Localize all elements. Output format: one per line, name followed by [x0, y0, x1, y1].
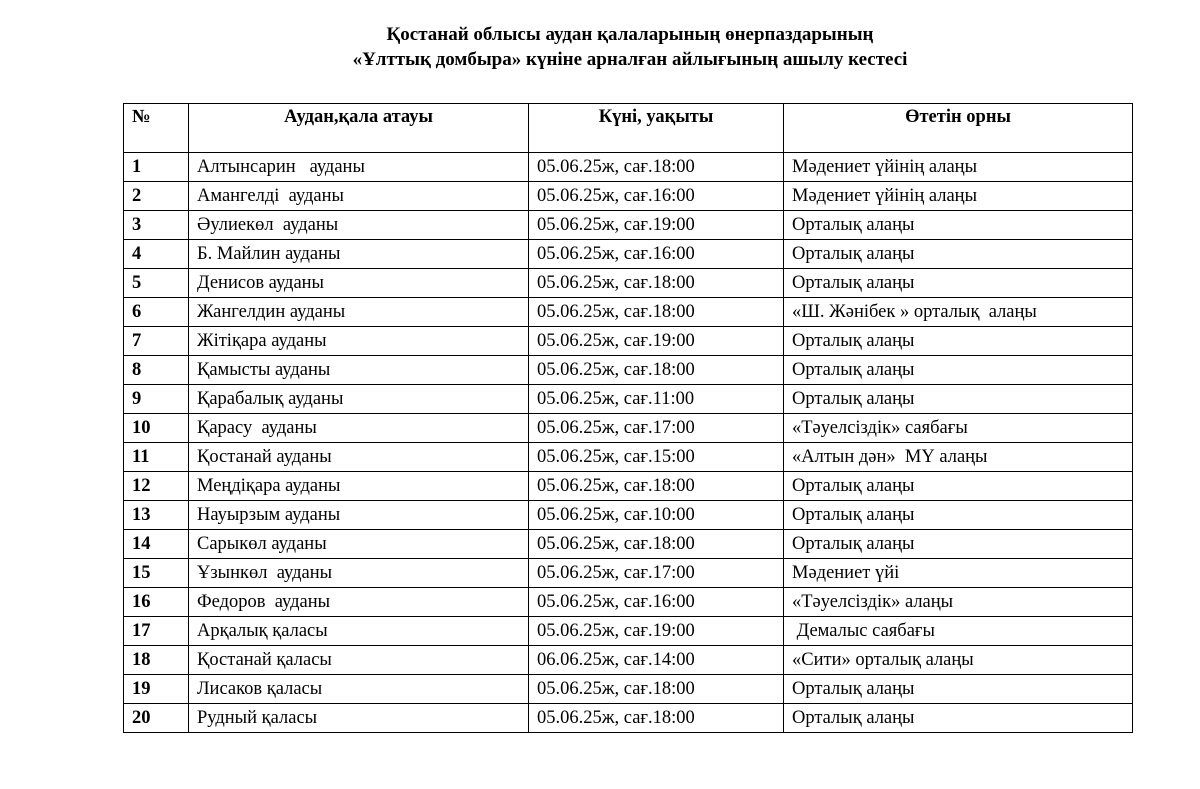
header-venue: Өтетін орны	[784, 104, 1133, 153]
date-time: 05.06.25ж, сағ.18:00	[529, 298, 784, 327]
venue: Орталық алаңы	[784, 327, 1133, 356]
venue: Орталық алаңы	[784, 675, 1133, 704]
district-name: Қарасу ауданы	[189, 414, 529, 443]
table-row	[124, 588, 1133, 617]
table-row	[124, 153, 1133, 182]
district-name: Ұзынкөл ауданы	[189, 559, 529, 588]
date-time: 05.06.25ж, сағ.17:00	[529, 559, 784, 588]
row-number: 12	[124, 472, 189, 501]
row-number: 3	[124, 211, 189, 240]
row-number: 14	[124, 530, 189, 559]
venue: Мәдениет үйінің алаңы	[784, 153, 1133, 182]
date-time: 05.06.25ж, сағ.18:00	[529, 675, 784, 704]
district-name: Лисаков қаласы	[189, 675, 529, 704]
row-number: 20	[124, 704, 189, 733]
table-row	[124, 617, 1133, 646]
district-name: Меңдіқара ауданы	[189, 472, 529, 501]
table-row	[124, 385, 1133, 414]
document-title-line-2: «Ұлттық домбыра» күніне арналған айлығының ашылу кестесі	[352, 49, 908, 70]
venue: «Сити» орталық алаңы	[784, 646, 1133, 675]
table-row	[124, 443, 1133, 472]
row-number: 17	[124, 617, 189, 646]
date-time: 05.06.25ж, сағ.15:00	[529, 443, 784, 472]
row-number: 2	[124, 182, 189, 211]
row-number: 4	[124, 240, 189, 269]
row-number: 11	[124, 443, 189, 472]
date-time: 05.06.25ж, сағ.18:00	[529, 269, 784, 298]
district-name: Алтынсарин ауданы	[189, 153, 529, 182]
district-name: Әулиекөл ауданы	[189, 211, 529, 240]
date-time: 05.06.25ж, сағ.18:00	[529, 153, 784, 182]
table-header-row	[124, 104, 1133, 153]
row-number: 6	[124, 298, 189, 327]
venue: «Тәуелсіздік» алаңы	[784, 588, 1133, 617]
table-row	[124, 675, 1133, 704]
date-time: 05.06.25ж, сағ.18:00	[529, 356, 784, 385]
venue: «Ш. Жәнібек » орталық алаңы	[784, 298, 1133, 327]
date-time: 05.06.25ж, сағ.18:00	[529, 530, 784, 559]
header-number: №	[124, 104, 189, 153]
row-number: 16	[124, 588, 189, 617]
date-time: 05.06.25ж, сағ.16:00	[529, 240, 784, 269]
table-row	[124, 472, 1133, 501]
venue: Мәдениет үйі	[784, 559, 1133, 588]
venue: Орталық алаңы	[784, 211, 1133, 240]
venue: Демалыс саябағы	[784, 617, 1133, 646]
district-name: Сарыкөл ауданы	[189, 530, 529, 559]
row-number: 19	[124, 675, 189, 704]
date-time: 05.06.25ж, сағ.16:00	[529, 182, 784, 211]
table-row	[124, 269, 1133, 298]
district-name: Қарабалық ауданы	[189, 385, 529, 414]
date-time: 05.06.25ж, сағ.19:00	[529, 327, 784, 356]
venue: Орталық алаңы	[784, 269, 1133, 298]
venue: Орталық алаңы	[784, 240, 1133, 269]
table-row	[124, 211, 1133, 240]
district-name: Амангелді ауданы	[189, 182, 529, 211]
venue: Орталық алаңы	[784, 472, 1133, 501]
district-name: Жангелдин ауданы	[189, 298, 529, 327]
date-time: 06.06.25ж, сағ.14:00	[529, 646, 784, 675]
district-name: Рудный қаласы	[189, 704, 529, 733]
row-number: 7	[124, 327, 189, 356]
district-name: Қостанай ауданы	[189, 443, 529, 472]
district-name: Қостанай қаласы	[189, 646, 529, 675]
document-title-line-1: Қостанай облысы аудан қалаларының өнерпаздарының	[386, 24, 874, 45]
row-number: 5	[124, 269, 189, 298]
header-datetime: Күні, уақыты	[529, 104, 784, 153]
venue: «Алтын дән» МҮ алаңы	[784, 443, 1133, 472]
venue: Орталық алаңы	[784, 385, 1133, 414]
district-name: Жітіқара ауданы	[189, 327, 529, 356]
district-name: Науырзым ауданы	[189, 501, 529, 530]
table-row	[124, 356, 1133, 385]
district-name: Федоров ауданы	[189, 588, 529, 617]
district-name: Қамысты ауданы	[189, 356, 529, 385]
date-time: 05.06.25ж, сағ.16:00	[529, 588, 784, 617]
district-name: Б. Майлин ауданы	[189, 240, 529, 269]
venue: Орталық алаңы	[784, 704, 1133, 733]
date-time: 05.06.25ж, сағ.10:00	[529, 501, 784, 530]
venue: Орталық алаңы	[784, 501, 1133, 530]
date-time: 05.06.25ж, сағ.18:00	[529, 704, 784, 733]
header-district: Аудан,қала атауы	[189, 104, 529, 153]
row-number: 10	[124, 414, 189, 443]
venue: Орталық алаңы	[784, 356, 1133, 385]
row-number: 9	[124, 385, 189, 414]
row-number: 13	[124, 501, 189, 530]
table-row	[124, 327, 1133, 356]
table-row	[124, 704, 1133, 733]
date-time: 05.06.25ж, сағ.11:00	[529, 385, 784, 414]
venue: Орталық алаңы	[784, 530, 1133, 559]
district-name: Денисов ауданы	[189, 269, 529, 298]
table-row	[124, 414, 1133, 443]
schedule-table	[123, 103, 1133, 733]
table-row	[124, 646, 1133, 675]
row-number: 8	[124, 356, 189, 385]
row-number: 1	[124, 153, 189, 182]
table-row	[124, 530, 1133, 559]
date-time: 05.06.25ж, сағ.17:00	[529, 414, 784, 443]
district-name: Арқалық қаласы	[189, 617, 529, 646]
table-row	[124, 240, 1133, 269]
date-time: 05.06.25ж, сағ.19:00	[529, 617, 784, 646]
venue: Мәдениет үйінің алаңы	[784, 182, 1133, 211]
table-row	[124, 559, 1133, 588]
date-time: 05.06.25ж, сағ.19:00	[529, 211, 784, 240]
row-number: 18	[124, 646, 189, 675]
table-row	[124, 501, 1133, 530]
table-row	[124, 298, 1133, 327]
venue: «Тәуелсіздік» саябағы	[784, 414, 1133, 443]
table-row	[124, 182, 1133, 211]
date-time: 05.06.25ж, сағ.18:00	[529, 472, 784, 501]
row-number: 15	[124, 559, 189, 588]
